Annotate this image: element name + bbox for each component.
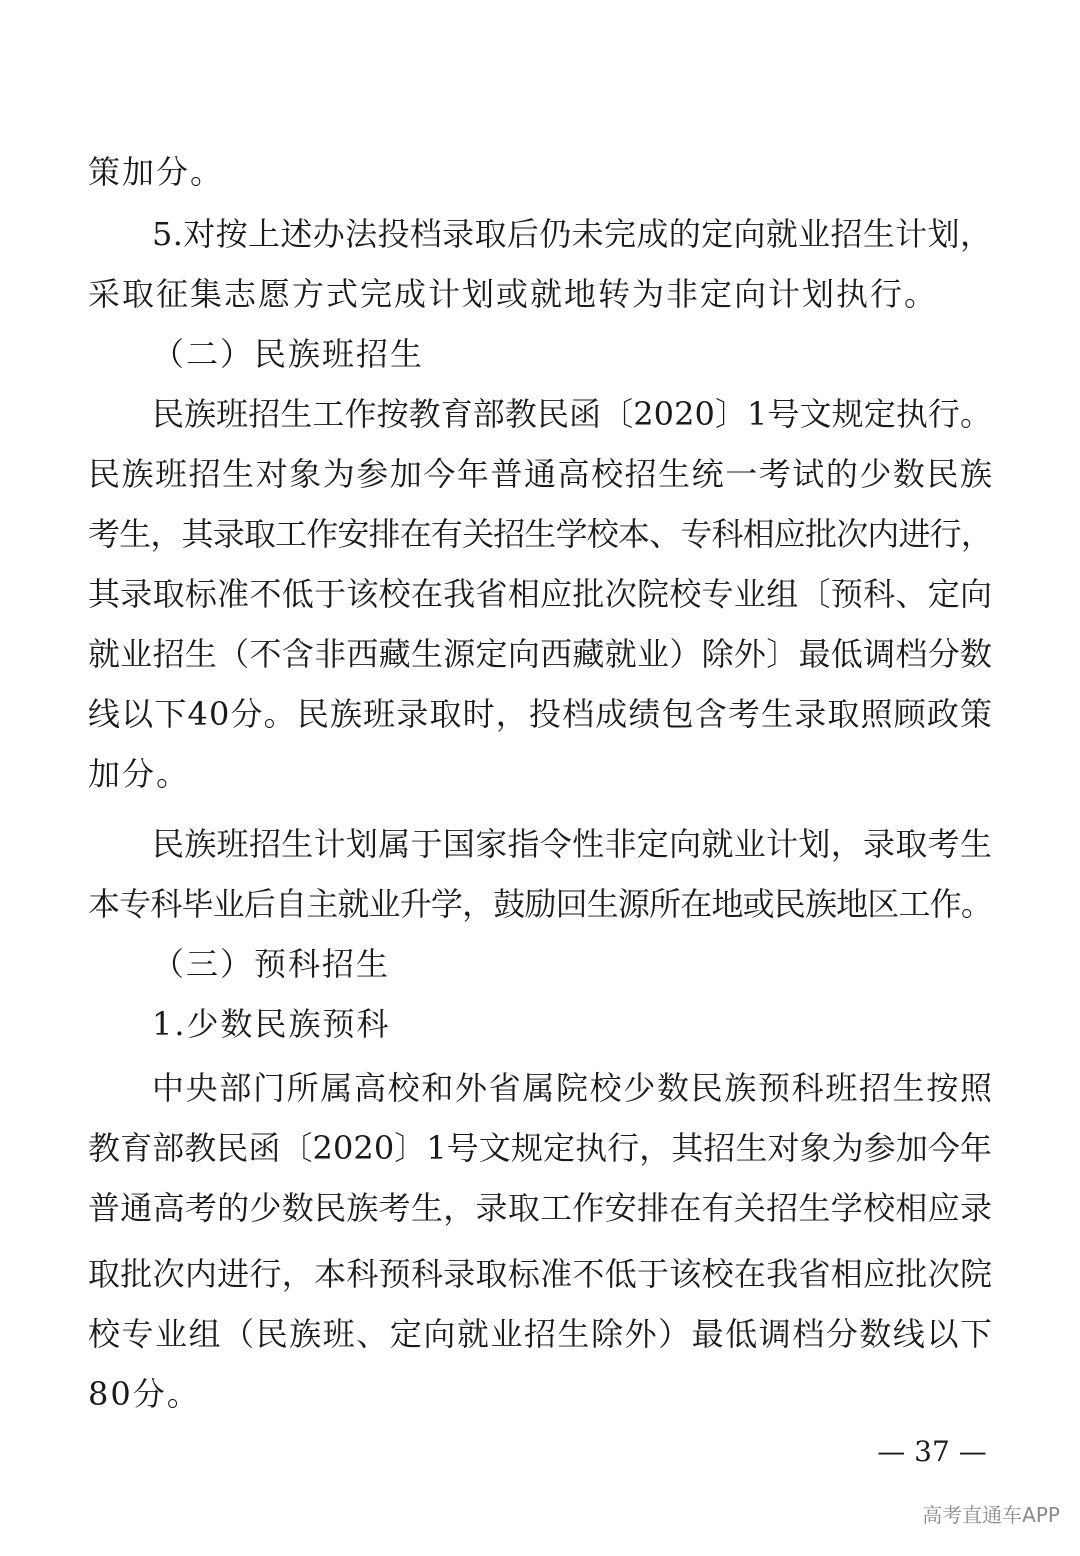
body-line: 80分。 xyxy=(88,1375,201,1413)
body-line: 中央部门所属高校和外省属院校少数民族预科班招生按照 xyxy=(152,1069,994,1107)
page-number: — 37 — xyxy=(877,1435,987,1468)
body-line: 民族班招生工作按教育部教民函〔2020〕1号文规定执行。 xyxy=(152,395,993,433)
body-line: 考生，其录取工作安排在有关招生学校本、专科相应批次内进行， xyxy=(88,515,992,553)
list-item-5: 5.对按上述办法投档录取后仍未完成的定向就业招生计划， xyxy=(152,215,993,253)
body-line: 其录取标准不低于该校在我省相应批次院校专业组〔预科、定向 xyxy=(88,575,993,613)
body-line: 本专科毕业后自主就业升学，鼓励回生源所在地或民族地区工作。 xyxy=(88,885,992,923)
body-line: 普通高考的少数民族考生，录取工作安排在有关招生学校相应录 xyxy=(88,1189,993,1227)
body-line: 取批次内进行，本科预科录取标准不低于该校在我省相应批次院 xyxy=(88,1255,993,1293)
body-line: 民族班招生对象为参加今年普通高校招生统一考试的少数民族 xyxy=(88,455,994,493)
body-line: 教育部教民函〔2020〕1号文规定执行，其招生对象为参加今年 xyxy=(88,1129,993,1167)
body-line: 线以下40分。民族班录取时，投档成绩包含考生录取照顾政策 xyxy=(88,695,994,733)
body-line: 加分。 xyxy=(88,755,191,793)
body-line: 采取征集志愿方式完成计划或就地转为非定向计划执行。 xyxy=(88,275,939,313)
section-heading-2: （二）民族班招生 xyxy=(152,335,425,373)
subsection-heading-1: 1.少数民族预科 xyxy=(152,1005,391,1043)
section-heading-3: （三）预科招生 xyxy=(152,945,391,983)
body-line: 民族班招生计划属于国家指令性非定向就业计划，录取考生 xyxy=(152,825,993,863)
body-line: 策加分。 xyxy=(88,153,225,191)
body-line: 校专业组（民族班、定向就业招生除外）最低调档分数线以下 xyxy=(88,1315,994,1353)
watermark: 高考直通车APP xyxy=(922,1503,1060,1527)
body-line: 就业招生（不含非西藏生源定向西藏就业）除外〕最低调档分数 xyxy=(88,635,993,673)
